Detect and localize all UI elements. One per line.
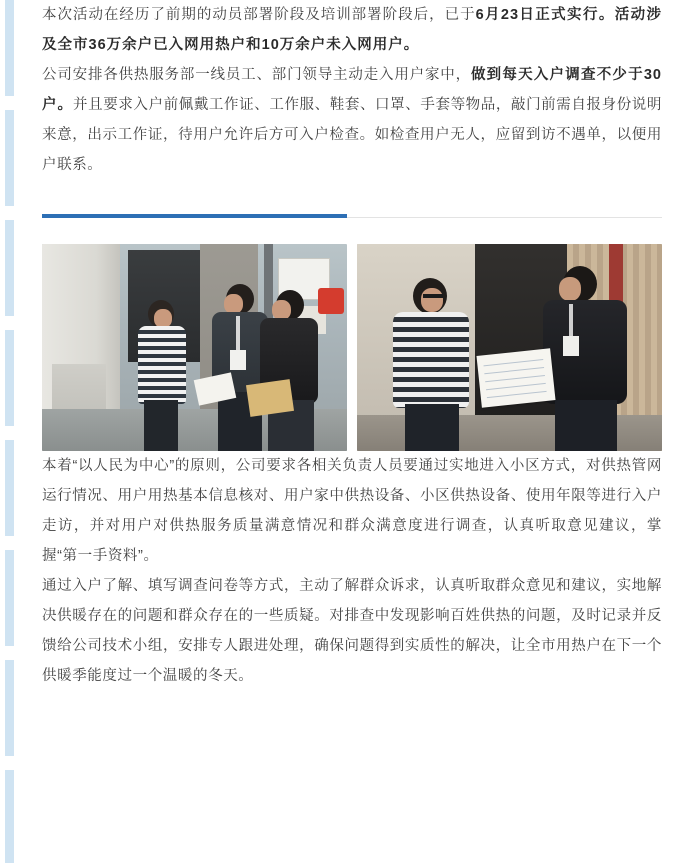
decorative-left-rail bbox=[0, 0, 22, 863]
photo-row bbox=[42, 244, 662, 451]
photo-right bbox=[357, 244, 662, 451]
photo-person-resident bbox=[389, 278, 475, 451]
paragraph-1 bbox=[42, 0, 662, 60]
glasses-icon bbox=[423, 294, 443, 298]
rail-stripe bbox=[5, 0, 14, 96]
rail-stripe bbox=[5, 220, 14, 316]
rail-stripe bbox=[5, 110, 14, 206]
rail-stripe bbox=[5, 550, 14, 646]
person-id-badge bbox=[563, 336, 579, 356]
text-run: 本着“以人民为中心”的原则，公司要求各相关负责人员要通过实地进入小区方式，对供热管网运行情况、用户用热基本信息核对、用户家中供热设备、小区供热设备、使用年限等进行入户走访，并对用户对供热服务质量满意情况和群众满意度进行调查，认真听取意见建议，掌握“第一手资料”。 bbox=[42, 458, 662, 564]
person-legs bbox=[555, 400, 617, 451]
form-line bbox=[487, 391, 547, 398]
photo-person-resident bbox=[134, 300, 188, 451]
person-lanyard bbox=[236, 316, 240, 352]
person-torso bbox=[138, 326, 186, 404]
paragraph-4 bbox=[42, 571, 662, 691]
person-folder bbox=[246, 379, 294, 417]
text-run-bold: 6月23日正式实行。活动涉及全市36万余户已入网用热户和10万余户未入网用户。 bbox=[42, 7, 662, 53]
paragraph-3 bbox=[42, 451, 662, 571]
photo-person-staff-2 bbox=[260, 290, 324, 451]
person-lanyard bbox=[569, 304, 573, 338]
divider-accent-bar bbox=[42, 214, 347, 218]
text-run: 本次活动在经历了前期的动员部署阶段及培训部署阶段后，已于 bbox=[42, 7, 476, 23]
person-torso bbox=[543, 300, 627, 404]
text-run-bold: 做到每天入户调查不少于30户。 bbox=[42, 67, 662, 113]
rail-stripe bbox=[5, 440, 14, 536]
survey-form-paper bbox=[476, 348, 555, 407]
form-line bbox=[485, 375, 545, 382]
person-face bbox=[421, 288, 443, 312]
person-id-badge bbox=[230, 350, 246, 370]
rail-stripe bbox=[5, 660, 14, 756]
form-line bbox=[483, 359, 543, 366]
rail-stripe bbox=[5, 770, 14, 863]
text-run: 并且要求入户前佩戴工作证、工作服、鞋套、口罩、手套等物品，敲门前需自报身份说明来意，出示工作证，待用户允许后方可入户检查。如检查用户无人，应留到访不遇单，以便用户联系。 bbox=[42, 97, 663, 173]
form-line bbox=[484, 367, 544, 374]
person-legs bbox=[144, 400, 178, 451]
person-face bbox=[224, 294, 243, 314]
person-torso bbox=[393, 312, 469, 408]
person-face bbox=[559, 277, 581, 301]
text-run: 通过入户了解、填写调查问卷等方式，主动了解群众诉求，认真听取群众意见和建议，实地解决供暖存在的问题和群众存在的一些质疑。对排查中发现影响百姓供热的问题，及时记录并反馈给公司技术小组，安排专人跟进处理，确保问题得到实质性的解决，让全市用热户在下一个供暖季能度过一个温暖的冬天。 bbox=[42, 578, 662, 684]
section-divider bbox=[42, 214, 662, 224]
paragraph-2 bbox=[42, 60, 662, 180]
person-legs bbox=[405, 404, 459, 451]
rail-stripe bbox=[5, 330, 14, 426]
form-line bbox=[486, 383, 546, 390]
photo-left bbox=[42, 244, 347, 451]
person-face bbox=[272, 300, 291, 320]
article-content bbox=[42, 0, 662, 691]
text-run: 公司安排各供热服务部一线员工、部门领导主动走入用户家中， bbox=[42, 67, 471, 83]
